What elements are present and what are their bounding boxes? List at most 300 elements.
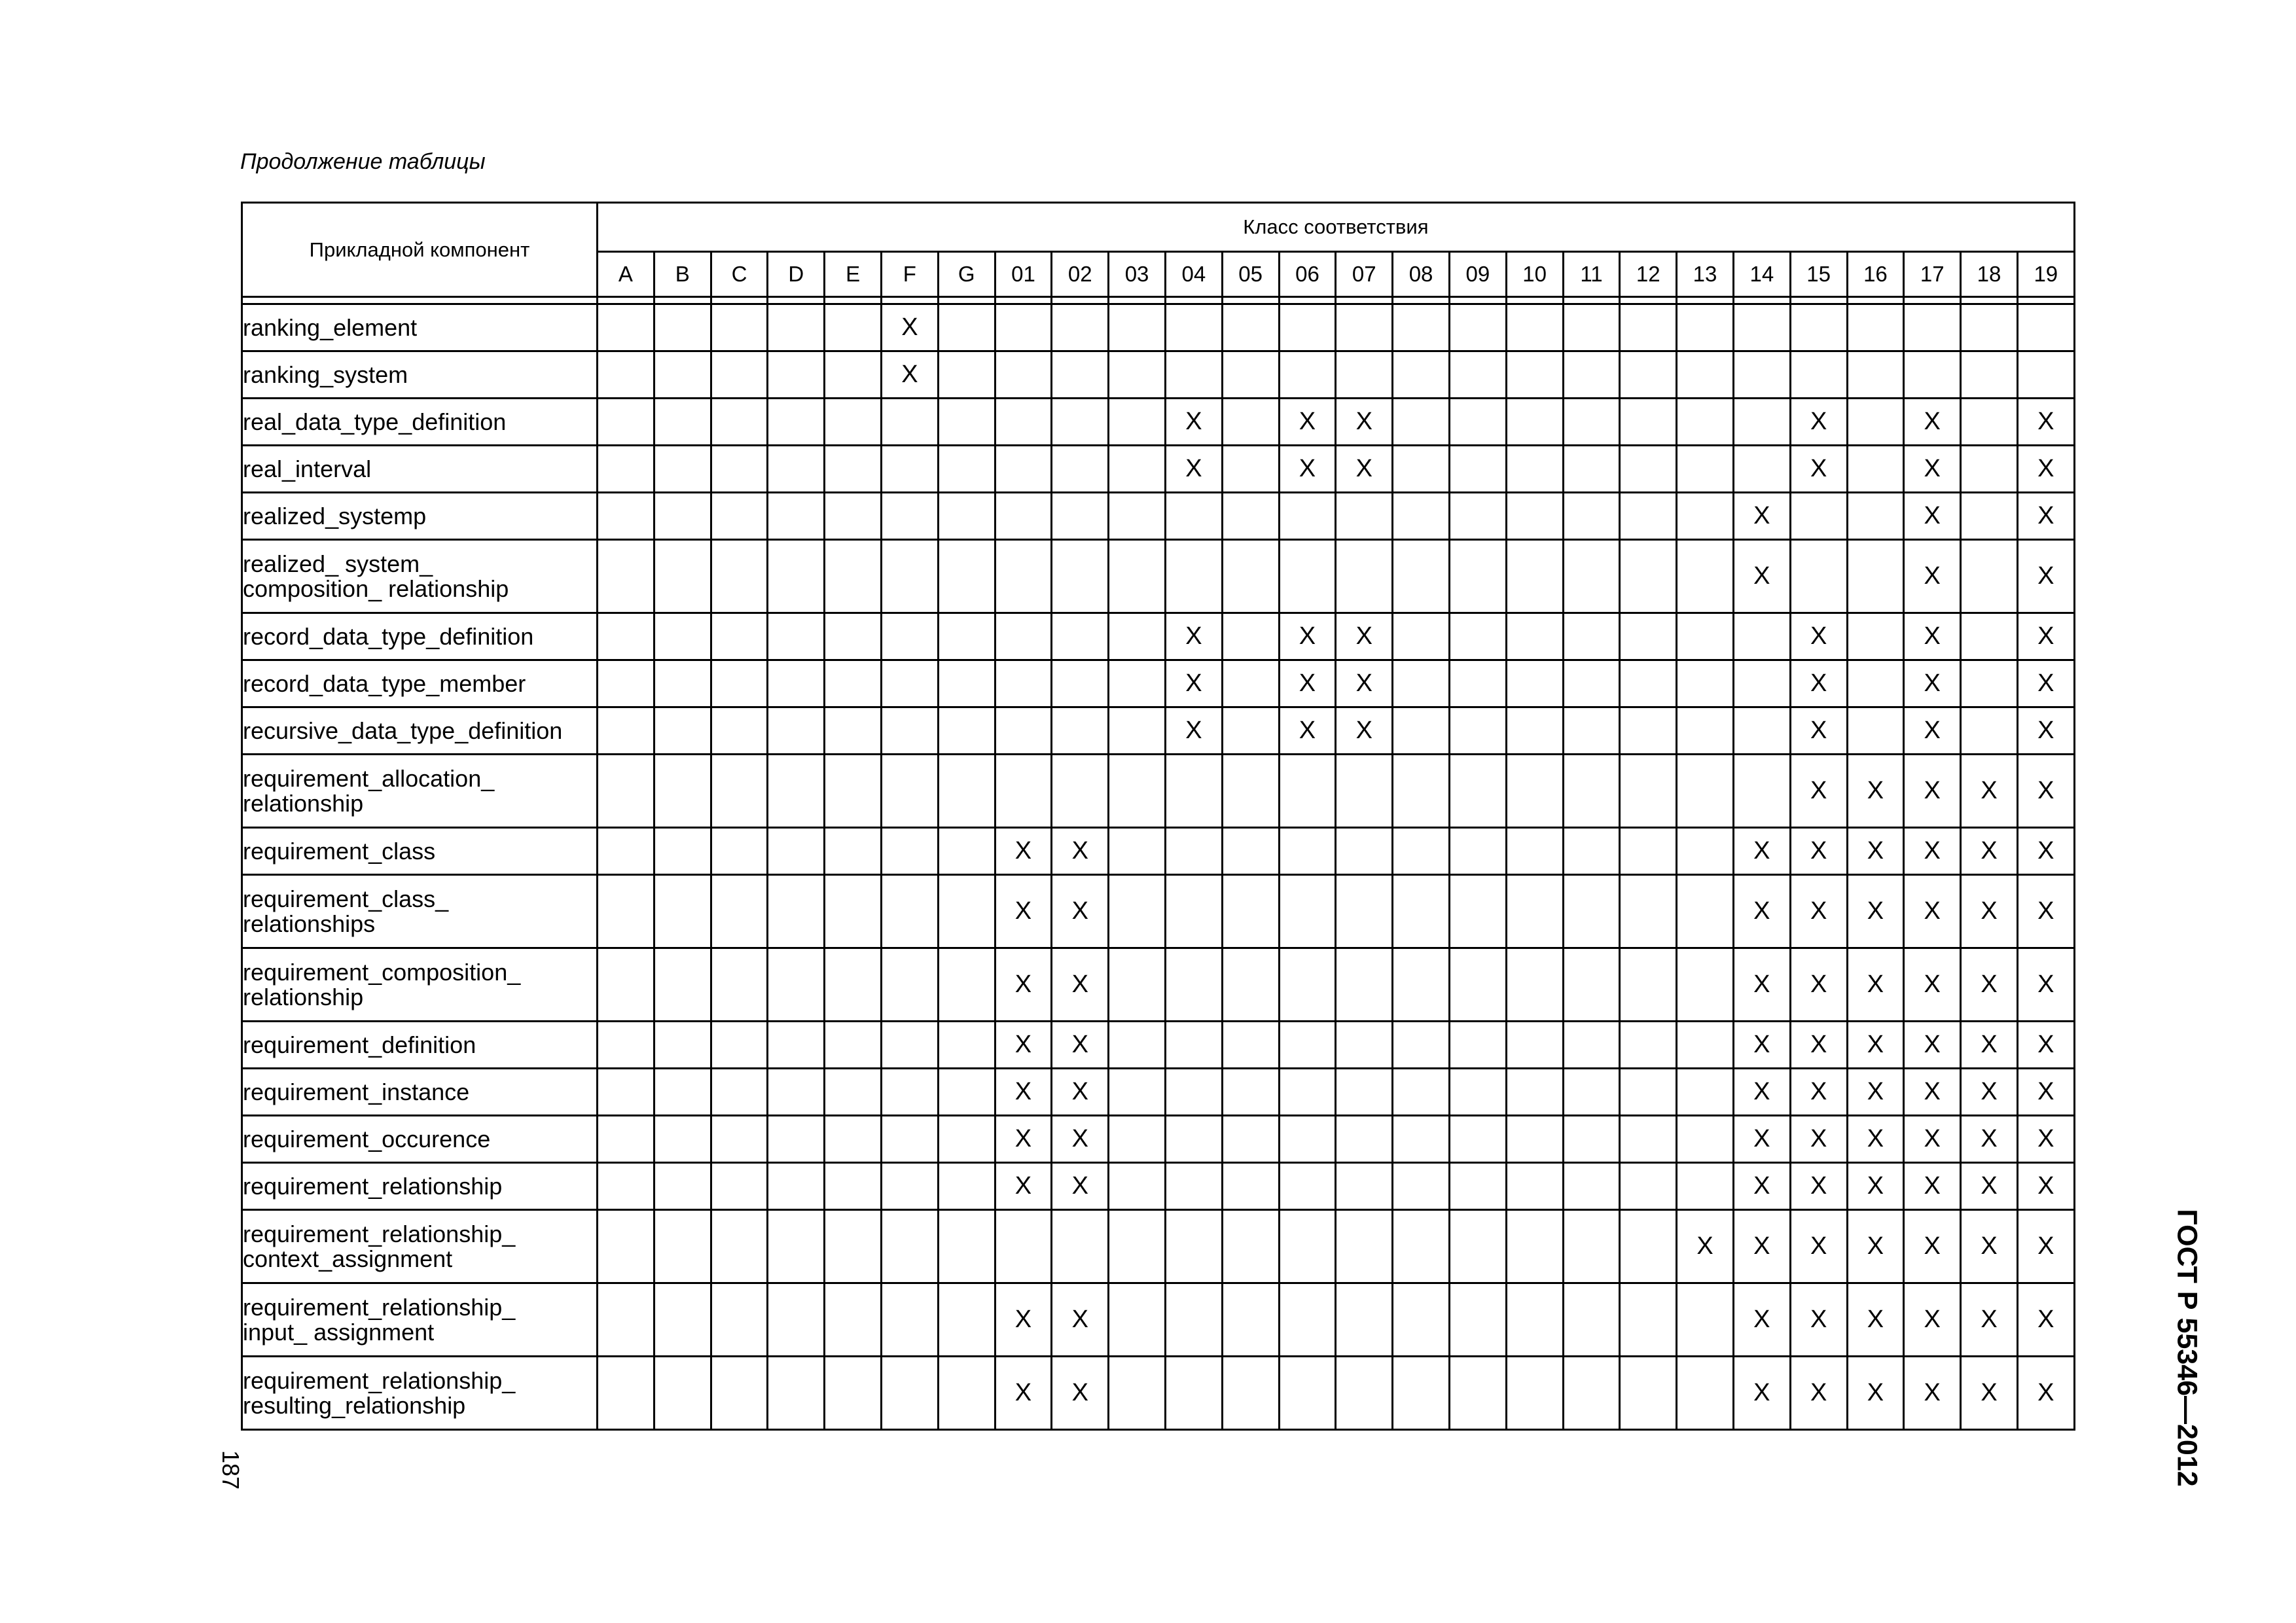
class-code-12: 12 [1620, 252, 1677, 297]
class-cell-07 [1336, 1116, 1393, 1163]
component-name-line: input_ assignment [243, 1318, 435, 1346]
component-name-line: requirement_occurence [243, 1125, 491, 1152]
class-cell-B [654, 948, 711, 1022]
class-cell-18: X [1961, 948, 2018, 1022]
class-cell-09 [1449, 1283, 1506, 1357]
class-cell-17: X [1904, 540, 1961, 613]
class-cell-E [825, 755, 882, 828]
class-cell-15: X [1790, 755, 1847, 828]
class-cell-07 [1336, 493, 1393, 540]
class-cell-15: X [1790, 1357, 1847, 1430]
separator-cell [1109, 297, 1166, 304]
class-cell-F [881, 1163, 938, 1210]
class-cell-09 [1449, 493, 1506, 540]
class-cell-10 [1506, 875, 1563, 948]
component-name-line: requirement_instance [243, 1078, 470, 1105]
class-cell-E [825, 1357, 882, 1430]
class-cell-03 [1109, 828, 1166, 875]
class-cell-B [654, 399, 711, 446]
class-cell-04 [1165, 1210, 1222, 1283]
class-cell-17: X [1904, 1163, 1961, 1210]
class-cell-16: X [1847, 1022, 1904, 1069]
class-cell-18 [1961, 613, 2018, 660]
class-cell-14 [1733, 446, 1790, 493]
class-cell-05 [1222, 1069, 1279, 1116]
component-name-line: record_data_type_member [243, 669, 526, 697]
class-cell-E [825, 1283, 882, 1357]
conformance-class-header: Класс соответствия [598, 203, 2075, 252]
class-cell-07 [1336, 1283, 1393, 1357]
class-cell-01 [995, 304, 1052, 351]
class-cell-01: X [995, 1116, 1052, 1163]
class-cell-05 [1222, 660, 1279, 707]
class-cell-02: X [1052, 1069, 1109, 1116]
class-cell-08 [1393, 1069, 1450, 1116]
separator-cell [1790, 297, 1847, 304]
class-cell-C [711, 1069, 768, 1116]
class-cell-18: X [1961, 1357, 2018, 1430]
class-cell-03 [1109, 304, 1166, 351]
component-name-line: requirement_relationship_ [243, 1220, 516, 1247]
class-cell-15: X [1790, 660, 1847, 707]
class-cell-03 [1109, 1210, 1166, 1283]
class-cell-02 [1052, 351, 1109, 399]
class-cell-16 [1847, 540, 1904, 613]
class-cell-03 [1109, 540, 1166, 613]
class-cell-02 [1052, 755, 1109, 828]
class-cell-06: X [1279, 613, 1336, 660]
table-row [242, 540, 2075, 613]
class-cell-F [881, 1210, 938, 1283]
class-cell-12 [1620, 1069, 1677, 1116]
class-cell-19: X [2017, 1069, 2074, 1116]
class-cell-06 [1279, 304, 1336, 351]
class-cell-13 [1677, 351, 1734, 399]
class-cell-19: X [2017, 948, 2074, 1022]
class-cell-C [711, 1210, 768, 1283]
class-code-16: 16 [1847, 252, 1904, 297]
class-cell-G [938, 613, 995, 660]
class-cell-F [881, 875, 938, 948]
class-cell-11 [1563, 660, 1620, 707]
class-cell-08 [1393, 304, 1450, 351]
class-cell-17: X [1904, 1357, 1961, 1430]
class-cell-12 [1620, 1163, 1677, 1210]
class-cell-18 [1961, 304, 2018, 351]
class-cell-09 [1449, 399, 1506, 446]
class-cell-18: X [1961, 1163, 2018, 1210]
class-code-05: 05 [1222, 252, 1279, 297]
class-cell-A [598, 1283, 655, 1357]
class-cell-09 [1449, 1022, 1506, 1069]
class-cell-10 [1506, 755, 1563, 828]
class-cell-15: X [1790, 399, 1847, 446]
component-name [242, 875, 598, 948]
class-cell-15 [1790, 493, 1847, 540]
class-cell-17 [1904, 304, 1961, 351]
separator-cell [2017, 297, 2074, 304]
class-cell-G [938, 875, 995, 948]
separator-cell [1393, 297, 1450, 304]
class-cell-16 [1847, 660, 1904, 707]
class-cell-05 [1222, 613, 1279, 660]
component-name [242, 399, 598, 446]
separator-cell [1336, 297, 1393, 304]
class-cell-14 [1733, 351, 1790, 399]
table-row [242, 660, 2075, 707]
component-name-line: requirement_relationship_ [243, 1366, 516, 1394]
class-cell-04 [1165, 493, 1222, 540]
class-cell-C [711, 707, 768, 755]
class-cell-08 [1393, 1163, 1450, 1210]
class-cell-G [938, 1283, 995, 1357]
class-cell-14: X [1733, 1022, 1790, 1069]
class-cell-10 [1506, 446, 1563, 493]
class-cell-F [881, 399, 938, 446]
table-row [242, 828, 2075, 875]
class-cell-15: X [1790, 828, 1847, 875]
separator-cell [598, 297, 655, 304]
table-row [242, 1357, 2075, 1430]
class-cell-16 [1847, 351, 1904, 399]
class-cell-06 [1279, 1116, 1336, 1163]
table-row [242, 493, 2075, 540]
component-name-line: realized_systemp [243, 502, 427, 529]
class-cell-G [938, 755, 995, 828]
class-cell-02: X [1052, 1357, 1109, 1430]
class-cell-02 [1052, 660, 1109, 707]
class-cell-14 [1733, 613, 1790, 660]
class-cell-12 [1620, 304, 1677, 351]
component-name-line: requirement_allocation_ [243, 764, 495, 792]
class-cell-13 [1677, 304, 1734, 351]
class-cell-18 [1961, 351, 2018, 399]
class-cell-10 [1506, 351, 1563, 399]
class-cell-04: X [1165, 707, 1222, 755]
class-cell-03 [1109, 493, 1166, 540]
class-cell-08 [1393, 1357, 1450, 1430]
class-cell-A [598, 351, 655, 399]
table-row [242, 613, 2075, 660]
class-cell-15: X [1790, 1069, 1847, 1116]
class-cell-15: X [1790, 707, 1847, 755]
class-cell-14: X [1733, 493, 1790, 540]
class-cell-18: X [1961, 1069, 2018, 1116]
class-cell-04 [1165, 1116, 1222, 1163]
class-code-13: 13 [1677, 252, 1734, 297]
table-row [242, 351, 2075, 399]
class-cell-05 [1222, 540, 1279, 613]
component-name [242, 304, 598, 351]
class-cell-05 [1222, 1357, 1279, 1430]
class-cell-13 [1677, 493, 1734, 540]
class-cell-08 [1393, 1283, 1450, 1357]
class-cell-E [825, 1210, 882, 1283]
class-cell-A [598, 1210, 655, 1283]
class-cell-E [825, 875, 882, 948]
class-code-D: D [768, 252, 825, 297]
class-cell-12 [1620, 1022, 1677, 1069]
component-name [242, 1357, 598, 1430]
class-cell-14 [1733, 399, 1790, 446]
class-cell-06 [1279, 1163, 1336, 1210]
class-cell-B [654, 1357, 711, 1430]
class-cell-B [654, 755, 711, 828]
table-row [242, 1022, 2075, 1069]
class-cell-C [711, 613, 768, 660]
class-cell-E [825, 493, 882, 540]
class-cell-02 [1052, 707, 1109, 755]
class-cell-11 [1563, 399, 1620, 446]
separator-cell [654, 297, 711, 304]
class-cell-D [768, 1069, 825, 1116]
class-cell-D [768, 1022, 825, 1069]
class-cell-05 [1222, 446, 1279, 493]
class-cell-11 [1563, 351, 1620, 399]
class-cell-A [598, 399, 655, 446]
class-cell-16: X [1847, 755, 1904, 828]
class-cell-12 [1620, 755, 1677, 828]
class-cell-07 [1336, 1022, 1393, 1069]
class-cell-19: X [2017, 1357, 2074, 1430]
class-cell-04 [1165, 1163, 1222, 1210]
class-cell-C [711, 399, 768, 446]
class-cell-12 [1620, 446, 1677, 493]
class-cell-12 [1620, 540, 1677, 613]
class-cell-D [768, 540, 825, 613]
component-name [242, 660, 598, 707]
class-cell-01 [995, 707, 1052, 755]
class-cell-04: X [1165, 613, 1222, 660]
class-cell-07 [1336, 875, 1393, 948]
class-cell-02 [1052, 613, 1109, 660]
table-row [242, 707, 2075, 755]
class-cell-19: X [2017, 540, 2074, 613]
class-cell-E [825, 1116, 882, 1163]
component-name [242, 755, 598, 828]
class-cell-14: X [1733, 828, 1790, 875]
class-cell-B [654, 304, 711, 351]
class-cell-B [654, 875, 711, 948]
class-cell-04 [1165, 540, 1222, 613]
component-name-line: ranking_system [243, 361, 408, 388]
class-cell-D [768, 875, 825, 948]
class-cell-G [938, 660, 995, 707]
class-cell-B [654, 493, 711, 540]
class-cell-19 [2017, 351, 2074, 399]
class-cell-A [598, 1357, 655, 1430]
class-cell-E [825, 351, 882, 399]
class-cell-16 [1847, 399, 1904, 446]
class-cell-02 [1052, 446, 1109, 493]
class-cell-14: X [1733, 1357, 1790, 1430]
class-cell-18: X [1961, 1022, 2018, 1069]
class-cell-16: X [1847, 1163, 1904, 1210]
class-cell-D [768, 446, 825, 493]
component-name-line: composition_ relationship [243, 575, 509, 602]
separator-cell [1449, 297, 1506, 304]
component-column-header: Прикладной компонент [242, 203, 598, 297]
class-cell-G [938, 707, 995, 755]
separator-cell [938, 297, 995, 304]
class-cell-13 [1677, 399, 1734, 446]
class-cell-D [768, 304, 825, 351]
class-cell-12 [1620, 1357, 1677, 1430]
class-cell-16 [1847, 446, 1904, 493]
class-cell-07: X [1336, 660, 1393, 707]
class-cell-F [881, 1357, 938, 1430]
class-cell-19 [2017, 304, 2074, 351]
class-cell-13 [1677, 613, 1734, 660]
component-name-line: recursive_data_type_definition [243, 717, 563, 744]
component-name-line: requirement_relationship_ [243, 1293, 516, 1321]
class-cell-13 [1677, 828, 1734, 875]
class-cell-10 [1506, 1022, 1563, 1069]
class-cell-11 [1563, 540, 1620, 613]
table-row [242, 399, 2075, 446]
class-cell-01: X [995, 1163, 1052, 1210]
class-cell-08 [1393, 828, 1450, 875]
class-cell-D [768, 755, 825, 828]
class-cell-C [711, 351, 768, 399]
class-cell-09 [1449, 1069, 1506, 1116]
class-cell-19: X [2017, 1022, 2074, 1069]
class-cell-B [654, 1069, 711, 1116]
class-cell-A [598, 875, 655, 948]
class-cell-G [938, 540, 995, 613]
class-cell-10 [1506, 948, 1563, 1022]
class-cell-08 [1393, 755, 1450, 828]
class-cell-D [768, 828, 825, 875]
class-cell-03 [1109, 948, 1166, 1022]
class-cell-16 [1847, 304, 1904, 351]
standard-designation: ГОСТ Р 55346—2012 [2171, 1209, 2203, 1487]
class-cell-C [711, 1163, 768, 1210]
component-name-line: ranking_element [243, 313, 418, 341]
class-cell-G [938, 493, 995, 540]
class-cell-07 [1336, 1210, 1393, 1283]
class-cell-13 [1677, 1357, 1734, 1430]
class-cell-D [768, 707, 825, 755]
class-cell-09 [1449, 1116, 1506, 1163]
class-cell-D [768, 1357, 825, 1430]
class-cell-C [711, 1116, 768, 1163]
class-cell-11 [1563, 755, 1620, 828]
class-cell-09 [1449, 1210, 1506, 1283]
class-cell-E [825, 446, 882, 493]
class-cell-08 [1393, 660, 1450, 707]
class-cell-19: X [2017, 1283, 2074, 1357]
separator-cell [1052, 297, 1109, 304]
class-cell-01: X [995, 1069, 1052, 1116]
class-cell-02: X [1052, 875, 1109, 948]
class-cell-C [711, 755, 768, 828]
class-cell-01 [995, 351, 1052, 399]
class-cell-13 [1677, 1163, 1734, 1210]
class-cell-16: X [1847, 1357, 1904, 1430]
class-cell-08 [1393, 540, 1450, 613]
class-cell-19: X [2017, 493, 2074, 540]
class-cell-G [938, 304, 995, 351]
class-cell-19: X [2017, 399, 2074, 446]
class-cell-05 [1222, 351, 1279, 399]
class-code-09: 09 [1449, 252, 1506, 297]
separator-cell [1733, 297, 1790, 304]
component-name-line: realized_ system_ [243, 550, 433, 577]
class-cell-12 [1620, 1283, 1677, 1357]
class-cell-15: X [1790, 613, 1847, 660]
table-row [242, 755, 2075, 828]
class-cell-G [938, 446, 995, 493]
class-cell-10 [1506, 828, 1563, 875]
class-cell-03 [1109, 1163, 1166, 1210]
class-cell-01 [995, 1210, 1052, 1283]
class-cell-13 [1677, 1116, 1734, 1163]
class-cell-09 [1449, 948, 1506, 1022]
class-cell-10 [1506, 1163, 1563, 1210]
class-cell-D [768, 1210, 825, 1283]
component-name [242, 351, 598, 399]
class-cell-12 [1620, 948, 1677, 1022]
class-cell-11 [1563, 1283, 1620, 1357]
class-code-02: 02 [1052, 252, 1109, 297]
class-cell-A [598, 1069, 655, 1116]
class-cell-08 [1393, 446, 1450, 493]
class-code-03: 03 [1109, 252, 1166, 297]
class-cell-10 [1506, 613, 1563, 660]
class-cell-B [654, 1116, 711, 1163]
class-cell-07 [1336, 304, 1393, 351]
class-code-E: E [825, 252, 882, 297]
class-cell-19: X [2017, 660, 2074, 707]
class-cell-10 [1506, 1283, 1563, 1357]
class-cell-03 [1109, 660, 1166, 707]
class-cell-07: X [1336, 707, 1393, 755]
page-number: 187 [217, 1450, 245, 1490]
separator-cell [1563, 297, 1620, 304]
class-cell-02: X [1052, 1283, 1109, 1357]
class-cell-01: X [995, 948, 1052, 1022]
class-cell-C [711, 1357, 768, 1430]
class-cell-09 [1449, 1163, 1506, 1210]
class-cell-02: X [1052, 1163, 1109, 1210]
class-cell-13: X [1677, 1210, 1734, 1283]
class-cell-D [768, 1163, 825, 1210]
class-cell-11 [1563, 446, 1620, 493]
class-code-01: 01 [995, 252, 1052, 297]
class-cell-01 [995, 446, 1052, 493]
class-cell-01: X [995, 828, 1052, 875]
class-cell-17: X [1904, 1116, 1961, 1163]
class-cell-09 [1449, 828, 1506, 875]
class-cell-01 [995, 399, 1052, 446]
class-cell-F [881, 948, 938, 1022]
class-cell-B [654, 1283, 711, 1357]
class-cell-09 [1449, 755, 1506, 828]
class-cell-14: X [1733, 875, 1790, 948]
class-cell-11 [1563, 1116, 1620, 1163]
table-row [242, 1116, 2075, 1163]
class-cell-04 [1165, 304, 1222, 351]
class-cell-04: X [1165, 399, 1222, 446]
class-cell-07 [1336, 540, 1393, 613]
class-cell-09 [1449, 446, 1506, 493]
class-cell-B [654, 707, 711, 755]
class-cell-11 [1563, 493, 1620, 540]
class-cell-05 [1222, 707, 1279, 755]
class-cell-06: X [1279, 446, 1336, 493]
class-cell-17: X [1904, 1022, 1961, 1069]
